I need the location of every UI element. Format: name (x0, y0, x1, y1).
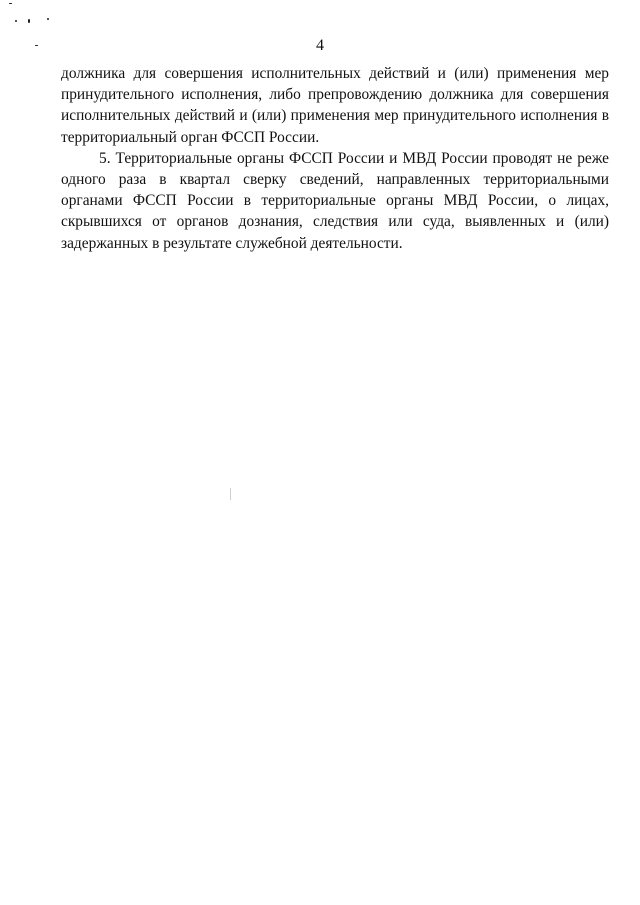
scan-speck (9, 3, 12, 4)
page-number: 4 (316, 37, 324, 54)
scan-speck (28, 19, 30, 23)
scan-speck (47, 18, 49, 20)
document-body (61, 63, 609, 254)
scan-artifact-line (230, 488, 231, 500)
scan-speck (15, 20, 17, 22)
paragraph-item-5: 5. Территориальные органы ФССП России и МВД России проводят не реже одного раза в квартал сверку сведений, направленных территориальными органами ФССП России в территориальные органы МВД России, о лицах, скрывшихся от органов дознания, следствия или суда, выявленных и (или) задержанных в результате служебной деятельности. (61, 149, 609, 252)
paragraph-continuation: должника для совершения исполнительных действий и (или) применения мер принудительного исполнения, либо препровождению должника для совершения исполнительных действий и (или) применения мер принудительного исполнения в территориальный орган ФССП России. (61, 65, 609, 146)
